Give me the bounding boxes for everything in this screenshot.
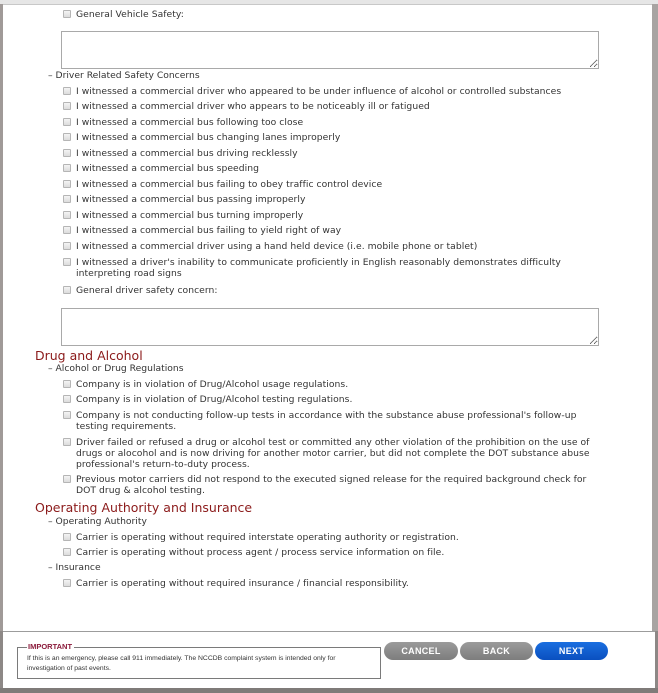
driver-item-7[interactable] bbox=[63, 194, 305, 205]
checkbox[interactable] bbox=[63, 226, 71, 234]
checkbox-label: General driver safety concern: bbox=[76, 285, 218, 296]
important-notice bbox=[17, 642, 381, 679]
checkbox-label: I witnessed a commercial driver who appeared to be under influence of alcohol or controlled substances bbox=[76, 86, 562, 97]
driver-item-1[interactable] bbox=[63, 101, 430, 112]
back-button[interactable]: BACK bbox=[460, 642, 533, 660]
drug-item-3[interactable] bbox=[63, 437, 608, 470]
checkbox[interactable] bbox=[63, 118, 71, 126]
checkbox[interactable] bbox=[63, 102, 71, 110]
drug-item-2[interactable] bbox=[63, 410, 608, 432]
checkbox[interactable] bbox=[63, 548, 71, 556]
driver-item-3[interactable] bbox=[63, 132, 340, 143]
cancel-button[interactable]: CANCEL bbox=[384, 642, 458, 660]
checkbox[interactable] bbox=[63, 411, 71, 419]
driver-item-5[interactable] bbox=[63, 163, 259, 174]
checkbox[interactable] bbox=[63, 438, 71, 446]
checkbox-label: Carrier is operating without required interstate operating authority or registration. bbox=[76, 532, 459, 543]
authority-item-1[interactable] bbox=[63, 547, 444, 558]
checkbox-label: Previous motor carriers did not respond to the executed signed release for the required background check for DOT drug & alcohol testing. bbox=[76, 474, 587, 496]
insurance-item-0[interactable] bbox=[63, 578, 409, 589]
general-vehicle-safety-textarea[interactable] bbox=[61, 31, 599, 69]
checkbox[interactable] bbox=[63, 10, 71, 18]
checkbox-label: I witnessed a driver's inability to communicate proficiently in English reasonably demonstrates difficulty interpreting road signs bbox=[76, 257, 561, 279]
driver-item-11[interactable] bbox=[63, 257, 603, 279]
checkbox-label: I witnessed a commercial bus passing improperly bbox=[76, 194, 306, 205]
checkbox[interactable] bbox=[63, 533, 71, 541]
checkbox-label: I witnessed a commercial bus changing lanes improperly bbox=[76, 132, 341, 143]
operating-authority-subheading: – Operating Authority bbox=[48, 516, 147, 527]
checkbox-label: Company is in violation of Drug/Alcohol testing regulations. bbox=[76, 394, 353, 405]
checkbox[interactable] bbox=[63, 195, 71, 203]
checkbox[interactable] bbox=[63, 579, 71, 587]
checkbox[interactable] bbox=[63, 380, 71, 388]
checkbox[interactable] bbox=[63, 180, 71, 188]
complaint-form-content bbox=[3, 5, 652, 631]
footer-left-border bbox=[0, 631, 3, 693]
checkbox[interactable] bbox=[63, 242, 71, 250]
checkbox-label: I witnessed a commercial bus speeding bbox=[76, 163, 259, 174]
alcohol-drug-regulations-subheading: – Alcohol or Drug Regulations bbox=[48, 363, 184, 374]
checkbox-label: General Vehicle Safety: bbox=[76, 9, 184, 20]
checkbox[interactable] bbox=[63, 164, 71, 172]
driver-safety-subheading: – Driver Related Safety Concerns bbox=[48, 70, 200, 81]
checkbox-label: I witnessed a commercial bus failing to yield right of way bbox=[76, 225, 342, 236]
checkbox-label: I witnessed a commercial driver who appears to be noticeably ill or fatigued bbox=[76, 101, 430, 112]
checkbox[interactable] bbox=[63, 87, 71, 95]
checkbox-label: I witnessed a commercial bus turning improperly bbox=[76, 210, 304, 221]
next-button[interactable]: NEXT bbox=[535, 642, 608, 660]
checkbox-label: Company is not conducting follow-up tests in accordance with the substance abuse professional's follow-up testing requirements. bbox=[76, 410, 577, 432]
checkbox-label: Company is in violation of Drug/Alcohol usage regulations. bbox=[76, 379, 349, 390]
driver-item-2[interactable] bbox=[63, 117, 303, 128]
checkbox-label: I witnessed a commercial bus following too close bbox=[76, 117, 304, 128]
authority-item-0[interactable] bbox=[63, 532, 459, 543]
checkbox-label: I witnessed a commercial bus failing to obey traffic control device bbox=[76, 179, 383, 190]
checkbox[interactable] bbox=[63, 149, 71, 157]
driver-item-9[interactable] bbox=[63, 225, 341, 236]
driver-item-4[interactable] bbox=[63, 148, 298, 159]
important-text: If this is an emergency, please call 911 immediately. The NCCDB complaint system is intended only for investigation of past events. bbox=[27, 655, 336, 672]
checkbox-label: Driver failed or refused a drug or alcohol test or committed any other violation of the prohibition on the use of drugs or alocohol and is now driving for another motor carrier, but did not complete the DOT substance abuse professional's return-to-duty process. bbox=[76, 437, 590, 470]
checkbox-label: Carrier is operating without process agent / process service information on file. bbox=[76, 547, 445, 558]
drug-alcohol-section-title: Drug and Alcohol bbox=[35, 348, 143, 363]
checkbox[interactable] bbox=[63, 395, 71, 403]
insurance-subheading: – Insurance bbox=[48, 562, 101, 573]
checkbox[interactable] bbox=[63, 133, 71, 141]
driver-item-6[interactable] bbox=[63, 179, 382, 190]
drug-item-0[interactable] bbox=[63, 379, 348, 390]
checkbox-label: I witnessed a commercial bus driving recklessly bbox=[76, 148, 298, 159]
driver-item-8[interactable] bbox=[63, 210, 303, 221]
window-right-border bbox=[652, 4, 658, 632]
driver-item-0[interactable] bbox=[63, 86, 561, 97]
general-driver-safety-option[interactable] bbox=[63, 285, 218, 296]
general-driver-safety-textarea[interactable] bbox=[61, 308, 599, 346]
general-vehicle-safety-option[interactable] bbox=[63, 9, 184, 20]
driver-item-10[interactable] bbox=[63, 241, 477, 252]
important-label: IMPORTANT bbox=[28, 642, 73, 651]
drug-item-1[interactable] bbox=[63, 394, 352, 405]
operating-authority-section-title: Operating Authority and Insurance bbox=[35, 500, 253, 515]
checkbox[interactable] bbox=[63, 286, 71, 294]
checkbox[interactable] bbox=[63, 258, 71, 266]
checkbox-label: I witnessed a commercial driver using a hand held device (i.e. mobile phone or tablet) bbox=[76, 241, 478, 252]
checkbox[interactable] bbox=[63, 211, 71, 219]
checkbox[interactable] bbox=[63, 475, 71, 483]
checkbox-label: Carrier is operating without required insurance / financial responsibility. bbox=[76, 578, 409, 589]
drug-item-4[interactable] bbox=[63, 474, 608, 496]
footer-bottom-border bbox=[0, 688, 658, 693]
